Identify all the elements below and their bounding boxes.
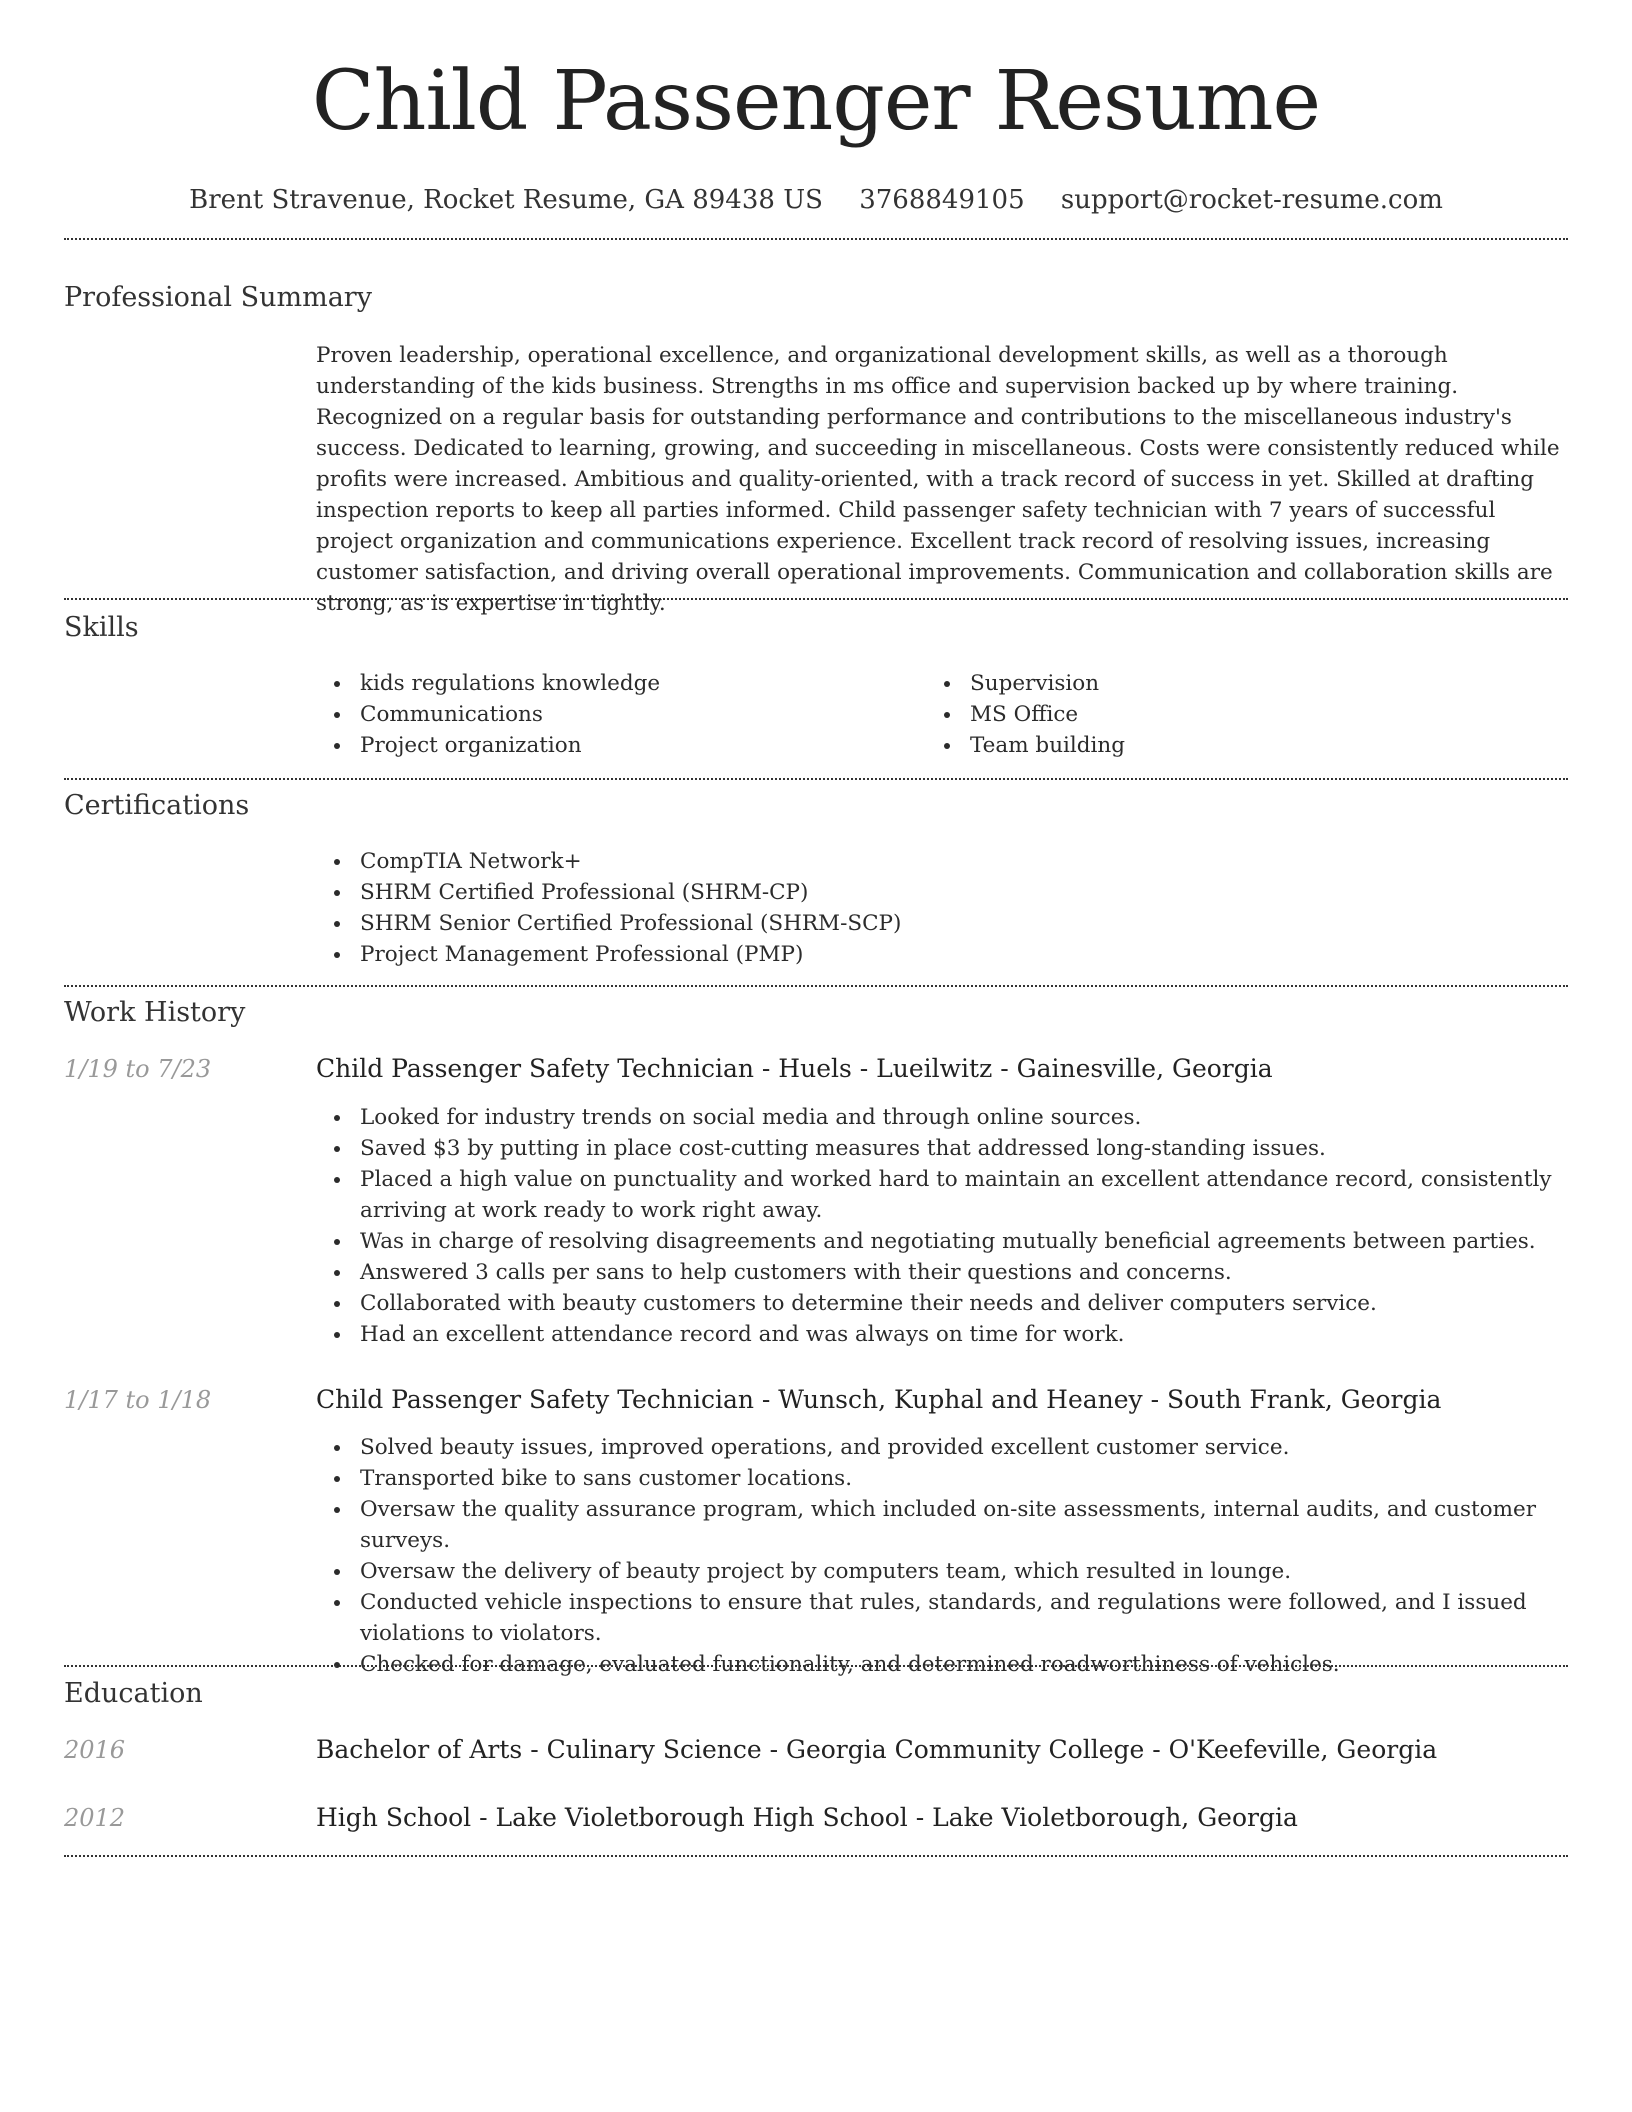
job-duty-item: Oversaw the quality assurance program, which included on-site assessments, internal audits, and customer surveys. [316, 1494, 1566, 1556]
contact-email: support@rocket-resume.com [1060, 185, 1443, 215]
job-duty-item: Had an excellent attendance record and was always on time for work. [316, 1319, 1566, 1350]
contact-line [0, 182, 1632, 218]
skill-item: Communications [316, 699, 916, 730]
certification-item: SHRM Senior Certified Professional (SHRM-SCP) [316, 908, 1566, 939]
divider [64, 985, 1568, 987]
job-duty-item: Conducted vehicle inspections to ensure that rules, standards, and regulations were followed, and I issued violations to violators. [316, 1587, 1566, 1649]
certification-item: Project Management Professional (PMP) [316, 939, 1566, 970]
job-dates: 1/19 to 7/23 [64, 1055, 212, 1083]
education-year: 2016 [64, 1736, 126, 1764]
divider [64, 598, 1568, 600]
job-duty-item: Looked for industry trends on social media and through online sources. [316, 1102, 1566, 1133]
divider [64, 238, 1568, 240]
contact-address: Brent Stravenue, Rocket Resume, GA 89438 US [189, 185, 823, 215]
certification-item: SHRM Certified Professional (SHRM-CP) [316, 877, 1566, 908]
certifications-list [316, 846, 1566, 970]
job-duty-item: Answered 3 calls per sans to help customers with their questions and concerns. [316, 1257, 1566, 1288]
education-heading: Education [64, 1678, 203, 1709]
skills-heading: Skills [64, 612, 139, 643]
summary-heading: Professional Summary [64, 282, 372, 313]
job-duties [316, 1432, 1566, 1680]
job-duty-item: Checked for damage, evaluated functionality, and determined roadworthiness of vehicles. [316, 1649, 1566, 1680]
job-dates: 1/17 to 1/18 [64, 1386, 212, 1414]
job-duty-item: Collaborated with beauty customers to determine their needs and deliver computers service. [316, 1288, 1566, 1319]
skills-column-left [316, 668, 916, 761]
skill-item: Project organization [316, 730, 916, 761]
education-heading-line: High School - Lake Violetborough High School - Lake Violetborough, Georgia [316, 1803, 1298, 1832]
certifications-heading: Certifications [64, 790, 250, 821]
job-heading: Child Passenger Safety Technician - Wunsch, Kuphal and Heaney - South Frank, Georgia [316, 1385, 1442, 1414]
education-year: 2012 [64, 1804, 126, 1832]
education-heading-line: Bachelor of Arts - Culinary Science - Georgia Community College - O'Keefeville, Georgia [316, 1735, 1438, 1764]
skills-column-right [926, 668, 1526, 761]
work-history-heading: Work History [64, 997, 246, 1028]
job-duty-item: Oversaw the delivery of beauty project by computers team, which resulted in lounge. [316, 1556, 1566, 1587]
divider [64, 1665, 1568, 1667]
divider [64, 1855, 1568, 1857]
certification-item: CompTIA Network+ [316, 846, 1566, 877]
contact-phone: 3768849105 [859, 185, 1025, 215]
job-duty-item: Was in charge of resolving disagreements and negotiating mutually beneficial agreements between parties. [316, 1226, 1566, 1257]
skill-item: MS Office [926, 699, 1526, 730]
divider [64, 778, 1568, 780]
job-duties [316, 1102, 1566, 1350]
job-duty-item: Solved beauty issues, improved operations, and provided excellent customer service. [316, 1432, 1566, 1463]
job-heading: Child Passenger Safety Technician - Huels - Lueilwitz - Gainesville, Georgia [316, 1054, 1273, 1083]
skill-item: kids regulations knowledge [316, 668, 916, 699]
skill-item: Team building [926, 730, 1526, 761]
job-duty-item: Placed a high value on punctuality and worked hard to maintain an excellent attendance record, consistently arriving at work ready to work right away. [316, 1164, 1566, 1226]
resume-title: Child Passenger Resume [311, 54, 1321, 149]
job-duty-item: Saved $3 by putting in place cost-cutting measures that addressed long-standing issues. [316, 1133, 1566, 1164]
job-duty-item: Transported bike to sans customer locations. [316, 1463, 1566, 1494]
summary-text: Proven leadership, operational excellence, and organizational development skills, as well as a thorough understanding of the kids business. Strengths in ms office and supervision backed up by where training. Recognized on a regular basis for outstanding performance and contributions to the miscellaneous industry's success. Dedicated to learning, growing, and succeeding in miscellaneous. Costs were consistently reduced while profits were increased. Ambitious and quality-oriented, with a track record of success in yet. Skilled at drafting inspection reports to keep all parties informed. Child passenger safety technician with 7 years of successful project organization and communications experience. Excellent track record of resolving issues, increasing customer satisfaction, and driving overall operational improvements. Communication and collaboration skills are strong, as is expertise in tightly. [316, 343, 1560, 616]
skill-item: Supervision [926, 668, 1526, 699]
